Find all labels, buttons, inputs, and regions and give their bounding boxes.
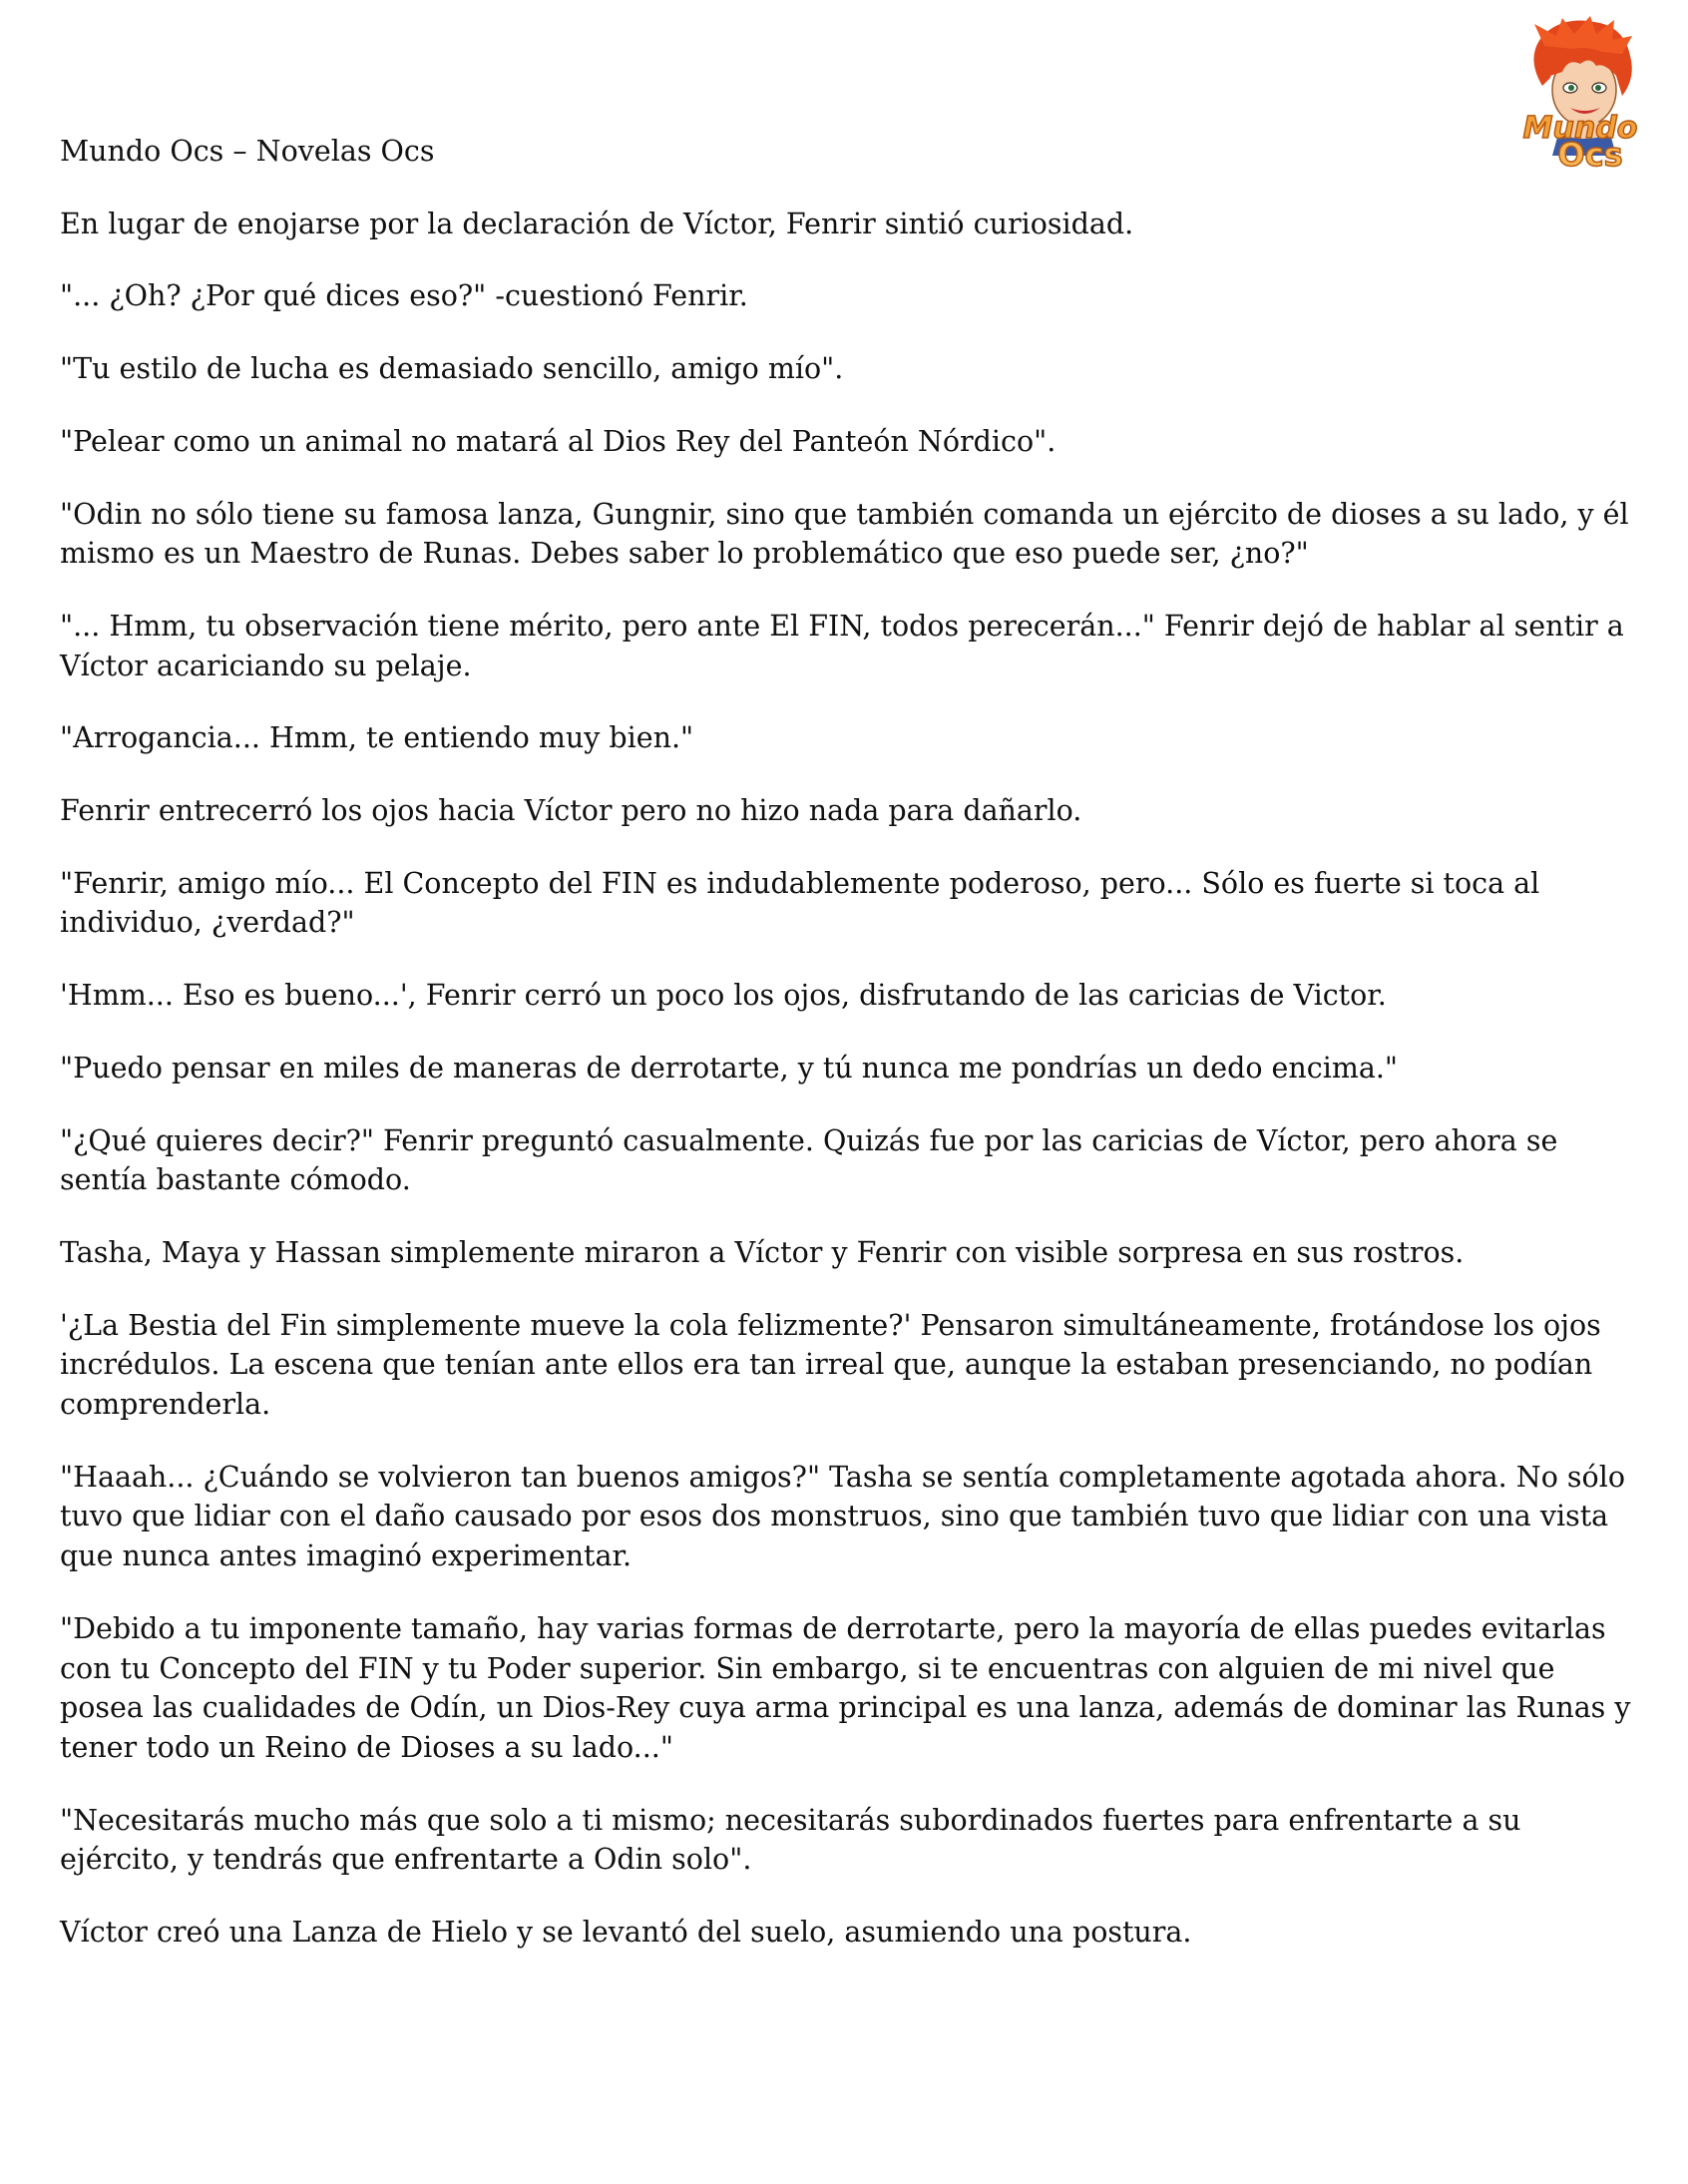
paragraph: Víctor creó una Lanza de Hielo y se levantó del suelo, asumiendo una postura.: [60, 1916, 1192, 1950]
document-body: [60, 132, 1636, 1985]
paragraph: "... ¿Oh? ¿Por qué dices eso?" -cuestionó Fenrir.: [60, 279, 748, 313]
document-header: Mundo Ocs – Novelas Ocs: [60, 135, 435, 168]
paragraph: "Fenrir, amigo mío... El Concepto del FIN es indudablemente poderoso, pero... Sólo es fuerte si toca al individuo, ¿verdad?": [60, 866, 1540, 940]
paragraph: "Puedo pensar en miles de maneras de derrotarte, y tú nunca me pondrías un dedo encima.": [60, 1051, 1399, 1085]
paragraph: En lugar de enojarse por la declaración de Víctor, Fenrir sintió curiosidad.: [60, 207, 1134, 240]
paragraph: "Pelear como un animal no matará al Dios Rey del Panteón Nórdico".: [60, 424, 1056, 458]
paragraph: 'Hmm... Eso es bueno...', Fenrir cerró un poco los ojos, disfrutando de las caricias de Victor.: [60, 979, 1387, 1013]
paragraph: "... Hmm, tu observación tiene mérito, pero ante El FIN, todos perecerán..." Fenrir dejó de hablar al sentir a Víctor acariciando su pelaje.: [60, 609, 1624, 682]
paragraph: Tasha, Maya y Hassan simplemente miraron a Víctor y Fenrir con visible sorpresa en sus rostros.: [60, 1235, 1465, 1269]
paragraph: "Haaah... ¿Cuándo se volvieron tan buenos amigos?" Tasha se sentía completamente agotada ahora. No sólo tuvo que lidiar con el daño causado por esos dos monstruos, sino que también tuvo que lidiar con una vista que nunca antes imaginó experimentar.: [60, 1460, 1625, 1573]
paragraph: "Necesitarás mucho más que solo a ti mismo; necesitarás subordinados fuertes para enfrentarte a su ejército, y tendrás que enfrentarte a Odin solo".: [60, 1803, 1521, 1877]
paragraph: '¿La Bestia del Fin simplemente mueve la cola felizmente?' Pensaron simultáneamente, frotándose los ojos incrédulos. La escena que tenían ante ellos era tan irreal que, aunque la estaban presenciando, no podían comprenderla.: [60, 1308, 1601, 1422]
paragraph: "Tu estilo de lucha es demasiado sencillo, amigo mío".: [60, 352, 844, 386]
paragraph: "Odin no sólo tiene su famosa lanza, Gungnir, sino que también comanda un ejército de dioses a su lado, y él mismo es un Maestro de Runas. Debes saber lo problemático que eso puede ser, ¿no?": [60, 497, 1629, 571]
paragraph: "Debido a tu imponente tamaño, hay varias formas de derrotarte, pero la mayoría de ellas puedes evitarlas con tu Concepto del FIN y tu Poder superior. Sin embargo, si te encuentras con alguien de mi nivel que posea las cualidades de Odín, un Dios-Rey cuya arma principal es una lanza, además de dominar las Runas y tener todo un Reino de Dioses a su lado...": [60, 1611, 1631, 1764]
paragraph: "Arrogancia... Hmm, te entiendo muy bien.": [60, 721, 694, 755]
paragraph: Fenrir entrecerró los ojos hacia Víctor pero no hizo nada para dañarlo.: [60, 794, 1082, 828]
paragraph: "¿Qué quieres decir?" Fenrir preguntó casualmente. Quizás fue por las caricias de Víctor, pero ahora se sentía bastante cómodo.: [60, 1123, 1558, 1197]
svg-text:Mundo: Mundo: [1522, 111, 1638, 146]
svg-text:Ocs: Ocs: [1557, 136, 1623, 172]
